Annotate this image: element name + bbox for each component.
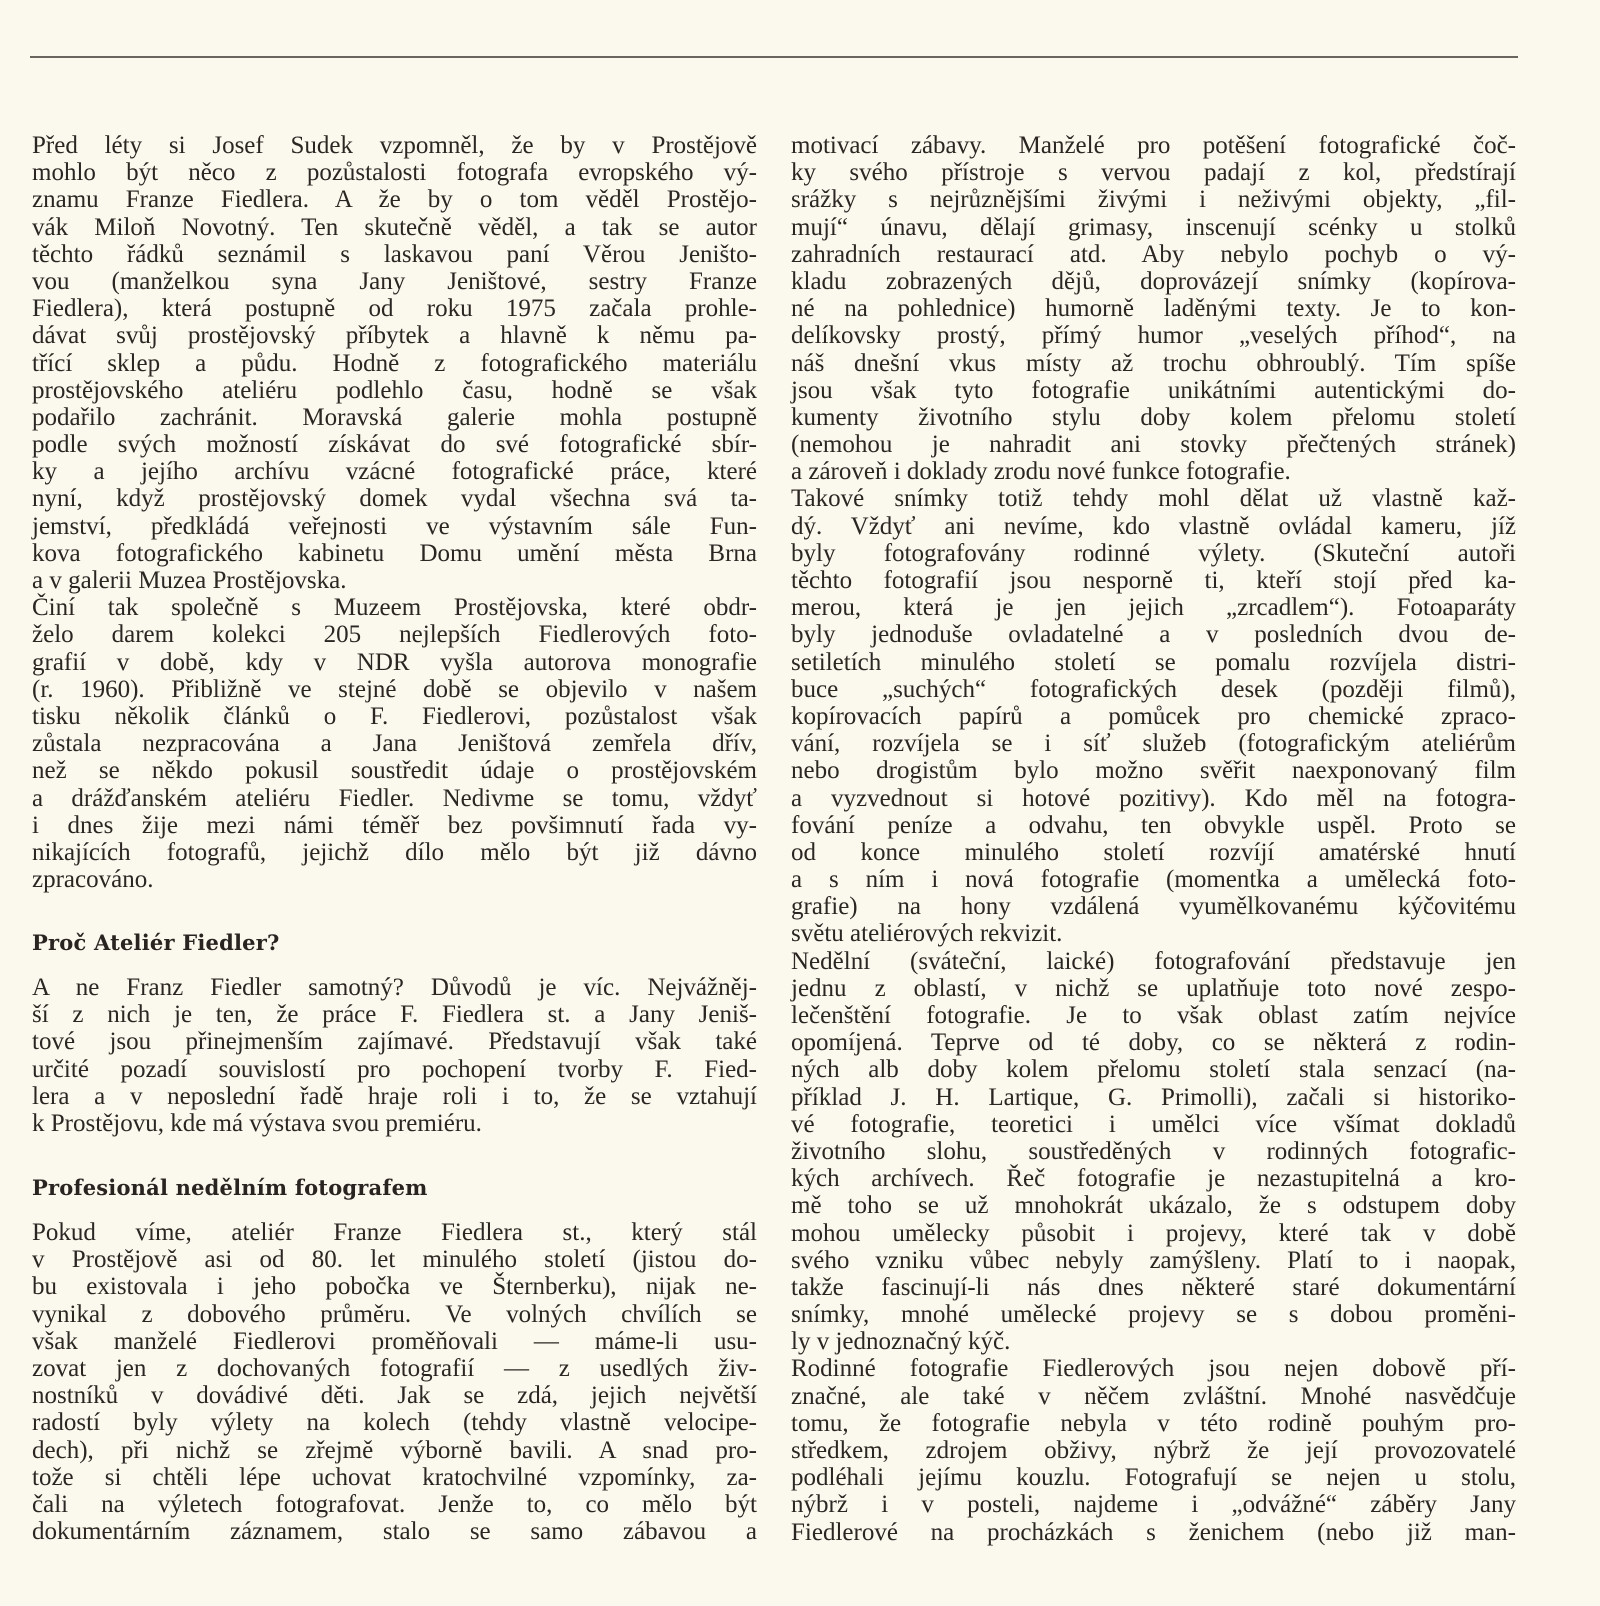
text-line: k Prostějovu, kde má výstava svou premiéru. [32,1109,482,1137]
text-line: podléhali jejímu kouzlu. Fotografují se nejen u stolu, [791,1464,1516,1492]
text-line: fování peníze a odvahu, ten obvykle uspěl. Proto se [791,811,1516,839]
text-line: buce „suchých“ fotografických desek (později filmů), [791,675,1516,703]
text-line: dech), při nichž se zřejmě výborně bavili. A snad pro- [32,1436,757,1464]
text-line: jemství, předkládá veřejnosti ve výstavním sále Fun- [32,512,757,540]
text-line: mují“ únavu, dělají grimasy, inscenují scénky u stolků [791,213,1516,241]
text-line: vání, rozvíjela se i síť služeb (fotografickým ateliérům [791,730,1516,758]
text-line: né na pohlednice) humorně laděnými texty. Je to kon- [791,295,1516,323]
text-line: bu existovala i jeho pobočka ve Šternberku), nijak ne- [32,1273,757,1301]
text-line: značné, ale také v něčem zvláštní. Mnohé nasvědčuje [791,1382,1516,1410]
text-line: světu ateliérových rekvizit. [791,920,1063,948]
text-line: dokumentárním záznamem, stalo se samo zábavou a [32,1518,757,1546]
text-line: a drážďanském ateliéru Fiedler. Nedivme se tomu, vždyť [32,784,757,812]
text-line: vynikal z dobového průměru. Ve volných chvílích se [32,1300,757,1328]
text-line: podařilo zachránit. Moravská galerie mohla postupně [32,403,757,431]
text-line: příklad J. H. Lartique, G. Primolli), začali si historiko- [791,1083,1516,1111]
text-line: A ne Franz Fiedler samotný? Důvodů je víc. Nejvážněj- [32,974,757,1001]
text-line: Fiedlera), která postupně od roku 1975 začala prohle- [32,295,757,323]
text-line: určité pozadí souvislostí pro pochopení tvorby F. Fied- [32,1055,757,1083]
text-line: i dnes žije mezi námi téměř bez povšimnutí řada vy- [32,811,757,839]
section-heading-profesional: Profesionál nedělním fotografem [32,1175,428,1200]
text-line: však manželé Fiedlerovi proměňovali — máme-li usu- [32,1327,757,1355]
text-line: prostějovského ateliéru podlehlo času, hodně se však [32,376,757,404]
text-line: tože si chtěli lépe uchovat kratochvilné vzpomínky, za- [32,1463,757,1491]
text-line: grafie) na hony vzdálená vyumělkovanému kýčovitému [791,893,1516,921]
text-line: ných alb doby kolem přelomu století stala senzací (na- [791,1056,1516,1084]
text-line: srážky s nejrůznějšími živými i neživými objekty, „fil- [791,186,1516,214]
text-line: zůstala nezpracována a Jana Jeništová zemřela dřív, [32,730,757,758]
text-line: takže fascinují-li nás dnes některé staré dokumentární [791,1273,1516,1301]
text-line: životního slohu, soustředěných v rodinných fotografic- [791,1137,1516,1165]
text-line: vou (manželkou syna Jany Jeništové, sestry Franze [32,267,757,295]
text-line: vé fotografie, teoretici i umělci více všímat dokladů [791,1110,1516,1138]
text-line: středkem, zdrojem obživy, nýbrž že její provozovatelé [791,1437,1516,1464]
text-line: Takové snímky totiž tehdy mohl dělat už vlastně kaž- [791,485,1516,513]
text-line: Rodinné fotografie Fiedlerových jsou nejen dobově pří- [791,1355,1516,1383]
text-line: želo darem kolekci 205 nejlepších Fiedlerových foto- [32,621,757,649]
text-line: Nedělní (sváteční, laické) fotografování představuje jen [791,947,1516,975]
text-line: Pokud víme, ateliér Franze Fiedlera st., který stál [32,1219,757,1246]
text-line: (nemohou je nahradit ani stovky přečtených stránek) [791,431,1516,459]
text-line: a v galerii Muzea Prostějovska. [32,567,347,594]
text-line: zovat jen z dochovaných fotografií — z usedlých živ- [32,1354,757,1382]
text-line: lera a v neposlední řadě hraje roli i to, že se vztahují [32,1082,757,1110]
text-line: tové jsou přinejmenším zajímavé. Představují však také [32,1028,757,1056]
text-line: Činí tak společně s Muzeem Prostějovska, které obdr- [32,594,757,622]
section-2-text [32,1219,757,1545]
text-line: kova fotografického kabinetu Domu umění města Brna [32,539,757,567]
text-line: těchto řádků seznámil s laskavou paní Věrou Jeništo- [32,240,757,268]
text-line: kopírovacích papírů a pomůcek pro chemické zpraco- [791,702,1516,730]
text-line: (r. 1960). Přibližně ve stejné době se objevilo v našem [32,675,757,703]
text-line: vák Miloň Novotný. Ten skutečně věděl, a tak se autor [32,213,757,241]
text-line: třící sklep a půdu. Hodně z fotografického materiálu [32,349,757,377]
text-line: a zároveň i doklady zrodu nové funkce fotografie. [791,458,1291,486]
section-1-text [32,974,757,1137]
text-line: těchto fotografií jsou nesporně ti, kteří stojí před ka- [791,567,1516,594]
text-line: jednu z oblastí, v nichž se uplatňuje toto nové zespo- [791,974,1516,1002]
text-line: ky a jejího archívu vzácné fotografické práce, které [32,458,757,486]
text-line: nyní, když prostějovský domek vydal všechna svá ta- [32,485,757,513]
text-line: kumenty životního stylu doby kolem přelomu století [791,403,1516,431]
text-line: motivací zábavy. Manželé pro potěšení fotografické čoč- [791,132,1516,159]
text-line: než se někdo pokusil soustředit údaje o prostějovském [32,757,757,785]
text-line: grafií v době, kdy v NDR vyšla autorova monografie [32,648,757,676]
text-line: mohou umělecky působit i projevy, které tak v době [791,1219,1516,1247]
text-line: zpracováno. [32,866,154,894]
text-line: mě toho se už mnohokrát ukázalo, že s odstupem doby [791,1192,1516,1220]
text-line: dávat svůj prostějovský příbytek a hlavně k němu pa- [32,322,757,350]
text-line: čali na výletech fotografovat. Jenže to, co mělo být [32,1490,757,1518]
text-line: kých archívech. Řeč fotografie je nezastupitelná a kro- [791,1165,1516,1193]
text-line: merou, která je jen jejich „zrcadlem“). Fotoaparáty [791,594,1516,622]
text-line: lečenštění fotografie. Je to však oblast zatím nejvíce [791,1002,1516,1029]
text-line: ly v jednoznačný kýč. [791,1328,1011,1356]
top-rule [30,56,1518,58]
text-line: znamu Franze Fiedlera. A že by o tom věděl Prostějo- [32,186,757,214]
text-line: radostí byly výlety na kolech (tehdy vlastně velocipe- [32,1409,757,1437]
text-line: podle svých možností získávat do své fotografické sbír- [32,431,757,459]
text-line: nikajících fotografů, jejichž dílo mělo být již dávno [32,838,757,866]
text-line: jsou však tyto fotografie unikátními autentickými do- [791,376,1516,404]
intro-text [32,132,757,893]
text-line: setiletích minulého století se pomalu rozvíjela distri- [791,648,1516,676]
text-line: tomu, že fotografie nebyla v této rodině pouhým pro- [791,1409,1516,1437]
text-line: snímky, mnohé umělecké projevy se s dobou proměni- [791,1301,1516,1329]
text-line: tisku několik článků o F. Fiedlerovi, pozůstalost však [32,702,757,730]
text-line: delíkovsky prostý, přímý humor „veselých příhod“, na [791,322,1516,350]
text-line: nebo drogistům bylo možno svěřit naexponovaný film [791,757,1516,785]
text-line: byly fotografovány rodinné výlety. (Skuteční autoři [791,539,1516,567]
text-line: ky svého přístroje s vervou padají z kol, předstírají [791,159,1516,187]
section-heading-proc-atelier: Proč Ateliér Fiedler? [32,930,280,955]
text-line: nostníků v dovádivé děti. Jak se zdá, jejich největší [32,1382,757,1410]
text-line: ší z nich je ten, že práce F. Fiedlera st. a Jany Jeniš- [32,1001,757,1029]
text-line: mohlo být něco z pozůstalosti fotografa evropského vý- [32,159,757,187]
text-line: Před léty si Josef Sudek vzpomněl, že by v Prostějově [32,132,757,159]
text-line: od konce minulého století rozvíjí amatérské hnutí [791,838,1516,866]
right-column-text [791,132,1516,1546]
text-line: a s ním i nová fotografie (momentka a umělecká foto- [791,866,1516,894]
text-line: náš dnešní vkus místy až trochu obhroublý. Tím spíše [791,349,1516,377]
text-line: zahradních restaurací atd. Aby nebylo pochyb o vý- [791,240,1516,268]
text-line: v Prostějově asi od 80. let minulého století (jistou do- [32,1246,757,1274]
text-line: svého vzniku vůbec nebyly zamýšleny. Platí to i naopak, [791,1246,1516,1274]
text-line: dý. Vždyť ani nevíme, kdo vlastně ovládal kameru, jíž [791,512,1516,540]
text-line: a vyzvednout si hotové pozitivy). Kdo měl na fotogra- [791,784,1516,812]
text-line: nýbrž i v posteli, najdeme i „odvážné“ záběry Jany [791,1491,1516,1519]
text-line: kladu zobrazených dějů, doprovázejí snímky (kopírova- [791,267,1516,295]
text-line: byly jednoduše ovladatelné a v posledních dvou de- [791,621,1516,649]
text-line: Fiedlerové na procházkách s ženichem (nebo již man- [791,1518,1516,1546]
text-line: opomíjená. Teprve od té doby, co se některá z rodin- [791,1029,1516,1057]
